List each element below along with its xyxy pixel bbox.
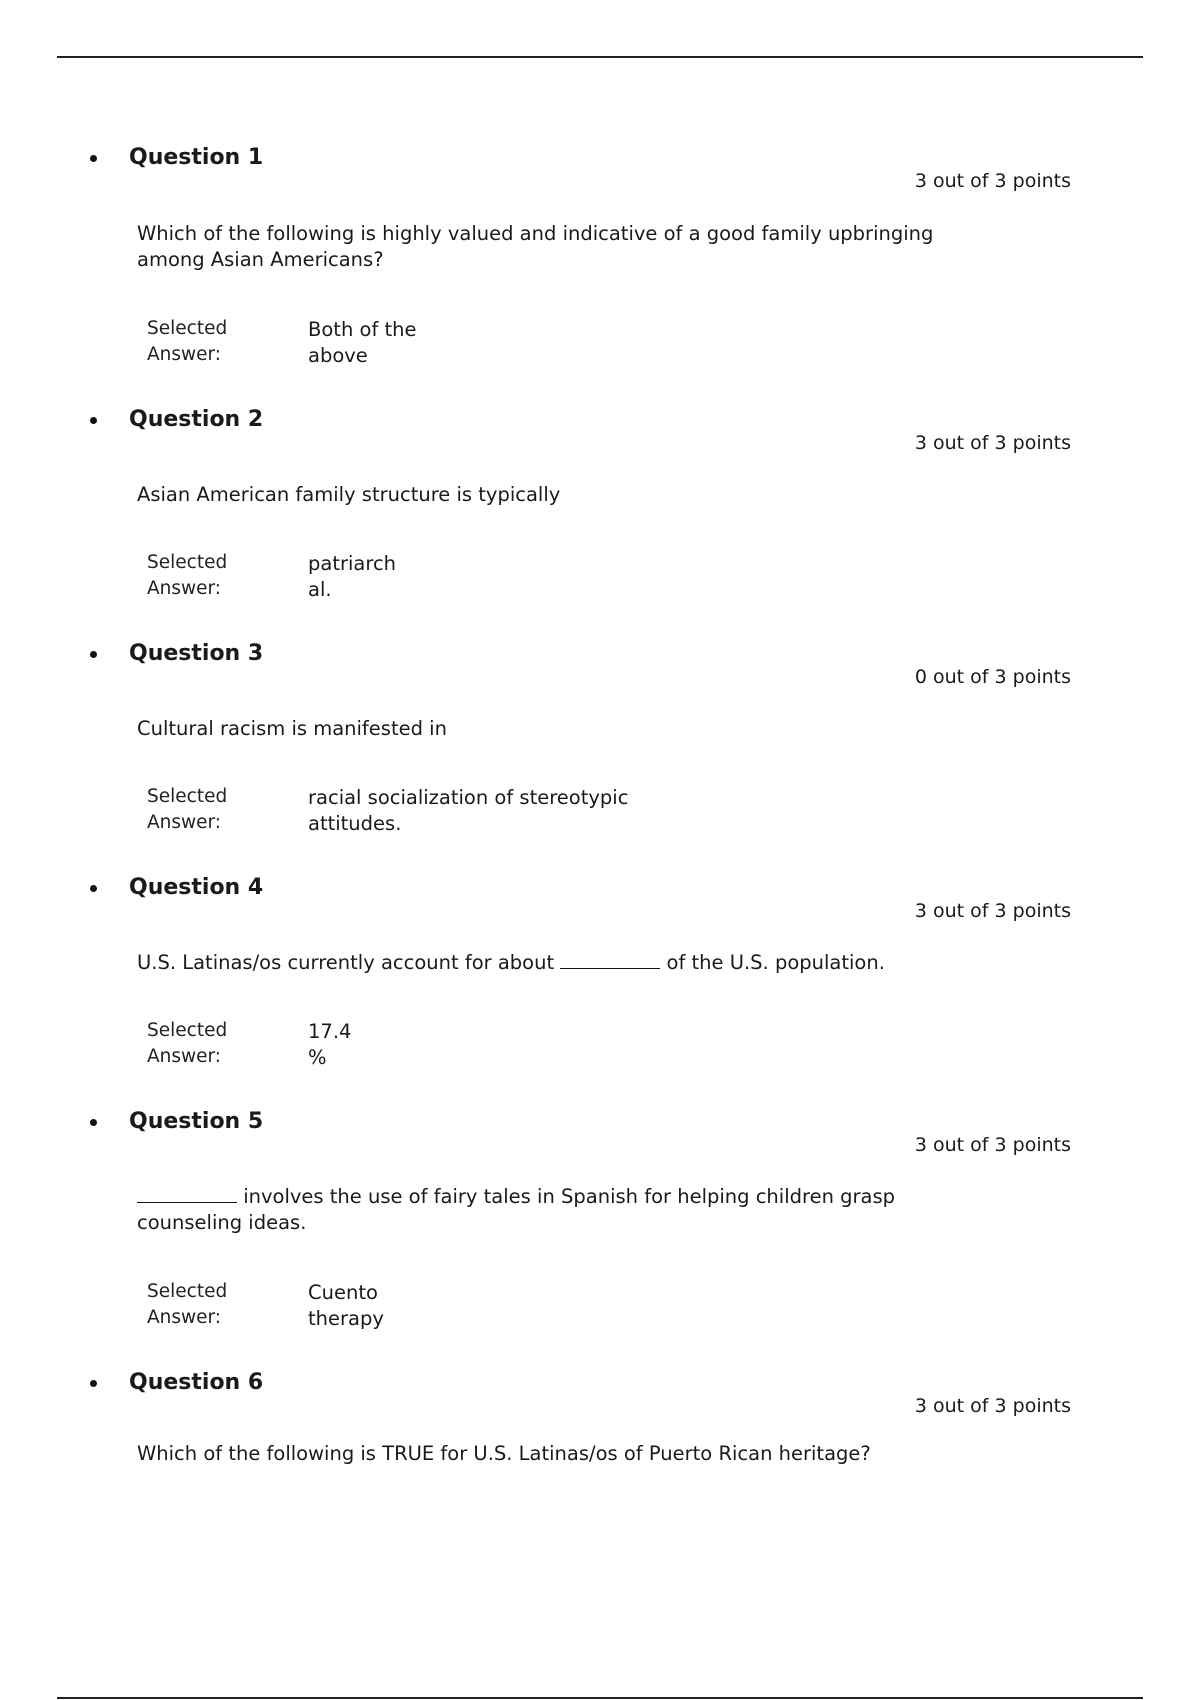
fill-in-blank xyxy=(560,950,660,969)
question-text: involves the use of fairy tales in Spanish for helping children grasp counseling ideas. xyxy=(137,1185,896,1234)
question-title: Question 2 xyxy=(129,407,264,432)
question-text: Cultural racism is manifested in xyxy=(137,717,447,740)
points-score: 3 out of 3 points xyxy=(914,900,1071,922)
question-title: Question 3 xyxy=(129,641,264,666)
question-text: Which of the following is TRUE for U.S. Latinas/os of Puerto Rican heritage? xyxy=(137,1442,871,1465)
top-divider xyxy=(57,56,1143,58)
bullet-icon xyxy=(90,1119,97,1126)
question-title: Question 5 xyxy=(129,1109,264,1134)
selected-answer-label: Selected Answer: xyxy=(147,1020,228,1067)
selected-answer-label: Selected Answer: xyxy=(147,318,228,365)
points-score: 3 out of 3 points xyxy=(914,1395,1071,1417)
question-text: U.S. Latinas/os currently account for about of the U.S. population. xyxy=(137,951,885,974)
question-text: Which of the following is highly valued and indicative of a good family upbringing among Asian Americans? xyxy=(137,222,934,271)
points-score: 3 out of 3 points xyxy=(914,1134,1071,1156)
bullet-icon xyxy=(90,417,97,424)
selected-answer-label: Selected Answer: xyxy=(147,552,228,599)
selected-answer-value: Both of the above xyxy=(308,318,417,367)
question-title: Question 6 xyxy=(129,1370,264,1395)
bullet-icon xyxy=(90,651,97,658)
selected-answer-value: racial socialization of stereotypic attitudes. xyxy=(308,786,629,835)
selected-answer-value: patriarch al. xyxy=(308,552,397,601)
points-score: 3 out of 3 points xyxy=(914,170,1071,192)
selected-answer-label: Selected Answer: xyxy=(147,1281,228,1328)
selected-answer-label: Selected Answer: xyxy=(147,786,228,833)
bullet-icon xyxy=(90,885,97,892)
bottom-divider xyxy=(57,1697,1143,1699)
fill-in-blank xyxy=(137,1184,237,1203)
bullet-icon xyxy=(90,155,97,162)
question-title: Question 1 xyxy=(129,145,264,170)
selected-answer-value: Cuento therapy xyxy=(308,1281,384,1330)
question-text: Asian American family structure is typically xyxy=(137,483,561,506)
points-score: 3 out of 3 points xyxy=(914,432,1071,454)
selected-answer-value: 17.4 % xyxy=(308,1020,352,1069)
question-title: Question 4 xyxy=(129,875,264,900)
points-score: 0 out of 3 points xyxy=(914,666,1071,688)
bullet-icon xyxy=(90,1380,97,1387)
